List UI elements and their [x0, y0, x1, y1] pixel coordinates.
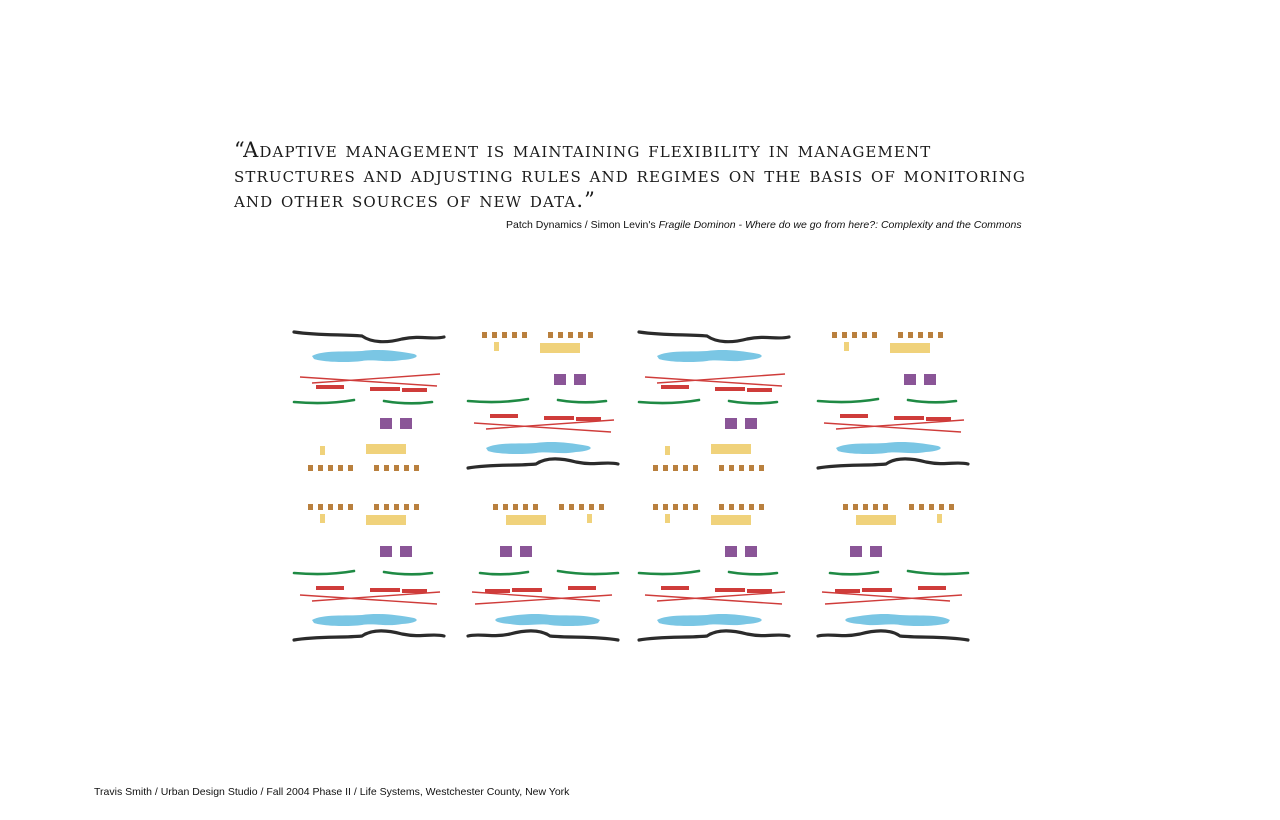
parcel-square [522, 332, 527, 338]
attribution-prefix: Patch Dynamics / Simon Levin's [506, 219, 659, 231]
parcel-square [493, 504, 498, 510]
vegetation-edge [639, 400, 699, 403]
parcel-square [919, 504, 924, 510]
road-segment [568, 586, 596, 590]
layer-strip-r2c1 [294, 504, 444, 640]
parcel-square [949, 504, 954, 510]
water-body [312, 350, 417, 362]
settlement-marker [665, 446, 670, 455]
road-segment [926, 417, 951, 421]
building-block [870, 546, 882, 557]
parcel-square [883, 504, 888, 510]
settlement-patch [711, 444, 751, 454]
vegetation-edge [294, 571, 354, 574]
parcel-square [559, 504, 564, 510]
building-block [725, 418, 737, 429]
parcel-square [908, 332, 913, 338]
layer-strip-r2c2 [468, 504, 618, 640]
layer-strip-r2c3 [639, 504, 789, 640]
vegetation-edge [818, 399, 878, 402]
quote-line: structures and adjusting rules and regimes on the basis of monitoring [234, 163, 1026, 187]
vegetation-edge [558, 400, 606, 402]
terrain-line [468, 459, 618, 468]
parcel-square [374, 465, 379, 471]
parcel-square [663, 465, 668, 471]
vegetation-edge [480, 572, 528, 574]
parcel-square [759, 504, 764, 510]
parcel-square [558, 332, 563, 338]
parcel-square [502, 332, 507, 338]
terrain-line [818, 631, 968, 640]
parcel-square [589, 504, 594, 510]
settlement-marker [320, 514, 325, 523]
water-body [486, 442, 591, 454]
settlement-marker [844, 342, 849, 351]
settlement-marker [937, 514, 942, 523]
parcel-square [729, 504, 734, 510]
vegetation-edge [384, 572, 432, 574]
parcel-square [729, 465, 734, 471]
quote-line: and other sources of new data.” [234, 188, 596, 212]
vegetation-edge [558, 571, 618, 574]
vegetation-edge [729, 401, 777, 403]
parcel-square [348, 504, 353, 510]
vegetation-edge [830, 572, 878, 574]
parcel-square [928, 332, 933, 338]
parcel-square [739, 504, 744, 510]
layer-strip-r1c2 [468, 332, 618, 468]
building-block [554, 374, 566, 385]
parcel-square [873, 504, 878, 510]
parcel-square [739, 465, 744, 471]
parcel-square [653, 465, 658, 471]
parcel-square [384, 504, 389, 510]
parcel-square [548, 332, 553, 338]
parcel-square [909, 504, 914, 510]
road-segment [370, 588, 400, 592]
vegetation-edge [908, 571, 968, 574]
parcel-square [693, 465, 698, 471]
layer-strip-r1c3 [639, 332, 789, 471]
settlement-marker [665, 514, 670, 523]
vegetation-edge [908, 400, 956, 402]
building-block [500, 546, 512, 557]
settlement-marker [320, 446, 325, 455]
parcel-square [404, 504, 409, 510]
parcel-square [578, 332, 583, 338]
parcel-square [719, 465, 724, 471]
parcel-square [719, 504, 724, 510]
settlement-patch [366, 515, 406, 525]
parcel-square [503, 504, 508, 510]
water-body [845, 614, 950, 626]
road-segment [316, 385, 344, 389]
settlement-patch [540, 343, 580, 353]
settlement-patch [856, 515, 896, 525]
parcel-square [898, 332, 903, 338]
parcel-square [683, 465, 688, 471]
parcel-square [918, 332, 923, 338]
vegetation-edge [294, 400, 354, 403]
vegetation-edge [729, 572, 777, 574]
water-body [312, 614, 417, 626]
road-segment [835, 589, 860, 593]
road-segment [840, 414, 868, 418]
settlement-marker [587, 514, 592, 523]
terrain-line [294, 631, 444, 640]
parcel-square [308, 504, 313, 510]
parcel-square [512, 332, 517, 338]
road-segment [661, 586, 689, 590]
building-block [574, 374, 586, 385]
parcel-square [663, 504, 668, 510]
road-segment [661, 385, 689, 389]
road-segment [485, 589, 510, 593]
terrain-line [468, 631, 618, 640]
parcel-square [759, 465, 764, 471]
road-segment [316, 586, 344, 590]
parcel-square [862, 332, 867, 338]
layer-strip-r1c1 [294, 332, 444, 471]
parcel-square [832, 332, 837, 338]
settlement-marker [494, 342, 499, 351]
road-segment [402, 589, 427, 593]
road-segment [747, 589, 772, 593]
parcel-square [414, 504, 419, 510]
layer-strip-r1c4 [818, 332, 968, 468]
parcel-square [673, 465, 678, 471]
attribution-book-title: Fragile Dominon [658, 219, 736, 231]
parcel-square [394, 465, 399, 471]
vegetation-edge [639, 571, 699, 574]
parcel-square [579, 504, 584, 510]
road-segment [370, 387, 400, 391]
attribution-subtitle: - Where do we go from here?: Complexity and the Commons [735, 219, 1022, 231]
building-block [380, 418, 392, 429]
parcel-square [404, 465, 409, 471]
road-segment [715, 588, 745, 592]
road-segment [576, 417, 601, 421]
building-block [850, 546, 862, 557]
parcel-square [374, 504, 379, 510]
parcel-square [482, 332, 487, 338]
parcel-square [569, 504, 574, 510]
road-segment [544, 416, 574, 420]
quote-line: “Adaptive management is maintaining flexibility in management [234, 138, 932, 162]
settlement-patch [366, 444, 406, 454]
building-block [400, 418, 412, 429]
parcel-square [853, 504, 858, 510]
road-segment [402, 388, 427, 392]
parcel-square [693, 504, 698, 510]
parcel-square [929, 504, 934, 510]
footer-credit: Travis Smith / Urban Design Studio / Fall 2004 Phase II / Life Systems, Westchester County, New York [94, 786, 570, 798]
vegetation-edge [384, 401, 432, 403]
parcel-square [599, 504, 604, 510]
parcel-square [749, 504, 754, 510]
road-segment [747, 388, 772, 392]
layer-strip-r2c4 [818, 504, 968, 640]
parcel-square [338, 465, 343, 471]
parcel-square [653, 504, 658, 510]
road-segment [918, 586, 946, 590]
water-body [657, 614, 762, 626]
settlement-patch [890, 343, 930, 353]
parcel-square [749, 465, 754, 471]
parcel-square [588, 332, 593, 338]
parcel-square [852, 332, 857, 338]
parcel-square [673, 504, 678, 510]
building-block [904, 374, 916, 385]
parcel-square [568, 332, 573, 338]
settlement-patch [711, 515, 751, 525]
parcel-square [683, 504, 688, 510]
road-segment [894, 416, 924, 420]
parcel-square [938, 332, 943, 338]
building-block [380, 546, 392, 557]
parcel-square [843, 504, 848, 510]
parcel-square [872, 332, 877, 338]
parcel-square [394, 504, 399, 510]
road-segment [715, 387, 745, 391]
terrain-line [294, 332, 444, 342]
water-body [836, 442, 941, 454]
building-block [745, 546, 757, 557]
water-body [657, 350, 762, 362]
parcel-square [863, 504, 868, 510]
parcel-square [308, 465, 313, 471]
road-segment [512, 588, 542, 592]
building-block [725, 546, 737, 557]
water-body [495, 614, 600, 626]
terrain-line [818, 459, 968, 468]
building-block [520, 546, 532, 557]
road-segment [862, 588, 892, 592]
parcel-square [533, 504, 538, 510]
parcel-square [328, 504, 333, 510]
building-block [924, 374, 936, 385]
parcel-square [939, 504, 944, 510]
parcel-square [338, 504, 343, 510]
parcel-square [523, 504, 528, 510]
parcel-square [414, 465, 419, 471]
settlement-patch [506, 515, 546, 525]
parcel-square [384, 465, 389, 471]
parcel-square [318, 465, 323, 471]
parcel-square [348, 465, 353, 471]
road-segment [490, 414, 518, 418]
parcel-square [842, 332, 847, 338]
parcel-square [328, 465, 333, 471]
building-block [745, 418, 757, 429]
building-block [400, 546, 412, 557]
terrain-line [639, 332, 789, 342]
parcel-square [318, 504, 323, 510]
vegetation-edge [468, 399, 528, 402]
parcel-square [492, 332, 497, 338]
parcel-square [513, 504, 518, 510]
terrain-line [639, 631, 789, 640]
